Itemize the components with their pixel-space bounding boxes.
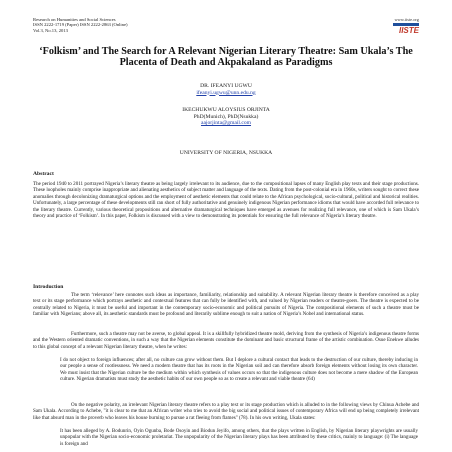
affiliation: UNIVERSITY OF NIGERIA, NSUKKA <box>179 150 273 156</box>
iiste-logo-mark <box>393 23 419 35</box>
running-head <box>33 17 128 33</box>
author-2 <box>33 107 419 127</box>
abstract-heading: Abstract <box>33 171 54 177</box>
publisher-logo <box>393 17 419 40</box>
author-2-degrees: PhD(Munich), PhD(Nsukka) <box>193 113 259 120</box>
author-2-email[interactable]: aajorjinta@gmail.com <box>200 120 252 127</box>
author-2-name: IKECHUKWU ALOYSIUS ORJINTA <box>182 107 270 113</box>
article-title: ‘Folkism’ and The Search for A Relevant Nigerian Literary Theatre: Sam Ukala’s The Placenta of Death and Akpakaland as Paradigms <box>39 46 413 69</box>
abstract-text: The period 1940 to 2011 portrayed Nigeria’s literary theatre as being largely irrelevant to its audience, due to the compositional lapses of many English play texts and their stage productions. These loopholes mainly comprise inappropriate and alienating aesthetics of subject matter and language of the texts. Dating from the post-colonial era in 1960s, writers sought to correct these anomalies through decolonizing dramaturgical options and the employment of aesthetic elements that could relate to the African psychological, socio-cultural, political and historical realities. Unfortunately, a large percentage of these developments still ran short of fully authoritative and genuinely indigenous Nigerian performance idioms that would have accorded full relevance to the literary theatre. Currently, various theoretical propositions and alternative dramaturgical techniques have emerged as avenues for realizing full relevance, one of which is Sam Ukala’s theory and practice of ‘Folkism’. In this paper, Folkism is discussed with a view to demonstrating its potentials for ensuring the full relevance of Nigeria’s literary theatre. <box>33 181 419 220</box>
block-quote-ukala: It has been alleged by A. Bodunrin, Oyin Ogunba, Bode Osoyin and Biodun Jeyifo, among others, that the plays written in English, by Nigerian literary playwrights are usually unpopular with the Nigerian socio-economic proletariat. The unpopularity of the Nigerian literary plays has been attributed by these critics, mainly to language: (i) The language is foreign and <box>60 428 418 447</box>
author-1-email[interactable]: ifeanyi.ugwu@unn.edu.ng <box>196 89 256 96</box>
block-quote-enekwe: I do not object to foreign influences; after all, no culture can grow without them. But I deplore a cultural contact that leads to the destruction of our culture, thereby inducing in our people a sense of rootlessness. We need a modern theatre that has its roots in the Nigerian soil and can therefore absorb foreign elements without losing its own character. We must insist that the Nigerian culture be the medium within which synthesis of values occurs so that the indigenous culture does not become a mere shadow of the European culture. Nigerian dramatists must study the aesthetic habits of our own people so as to create a relevant and viable theatre (64) <box>60 357 418 383</box>
volume-line: Vol.3, No.13, 2013 <box>33 27 68 33</box>
intro-paragraph-3: On the negative polarity, an irrelevant Nigerian literary theatre refers to a play text or its stage production which is alluded to in the following views by Chinua Achebe and Sam Ukala. According to Achebe, "it is clear to me that an African writer who tries to avoid the big social and political issues of contemporary Africa will end up being completely irrelevant like that absurd man in the proverb who leaves his house burning to pursue a rat fleeing from flames" (78). In his own writing, Ukala states: <box>33 402 419 421</box>
journal-name: Research on Humanities and Social Sciences <box>33 17 116 22</box>
introduction-heading: Introduction <box>33 284 64 290</box>
publisher-url: www.iiste.org <box>394 17 419 22</box>
issn-line: ISSN 2222-1719 (Paper) ISSN 2222-2863 (Online) <box>33 22 128 28</box>
author-1 <box>33 83 419 96</box>
intro-paragraph-2: Furthermore, such a theatre may not be averse, to global appeal. It is a skillfully hybridized theatre mold, deriving from the synthesis of Nigeria’s indigenous theatre forms and the Western oriented dramatic conventions, in such a way that the Nigerian elements constitute the dominant and basic structural frame of the artistic combination. Osue Enekwe alludes to this global concept of a relevant Nigerian literary theatre, when he writes: <box>33 331 419 350</box>
logo-text: IISTE <box>398 26 419 35</box>
author-1-name: DR. IFEANYI UGWU <box>200 83 252 89</box>
intro-paragraph-1: The term ‘relevance’ here connotes such ideas as importance, familiarity, relationship and suitability. A relevant Nigerian literary theatre is therefore conceived as a play text or its stage performance which portrays aesthetic and contextual features that can fully be identified with, and valued by Nigerian readers or theatre-goers. The theatre is expected to be centrally related to Nigeria, it must be useful and important in the contemporary socio-economic and political pursuits of Nigeria. The compositional elements of such a theatre must be familiar with Nigerians; above all, its aesthetic standards must be profound and literarily sublime enough to suit a nation of Nigeria’s Nobel and international status. <box>33 292 419 318</box>
